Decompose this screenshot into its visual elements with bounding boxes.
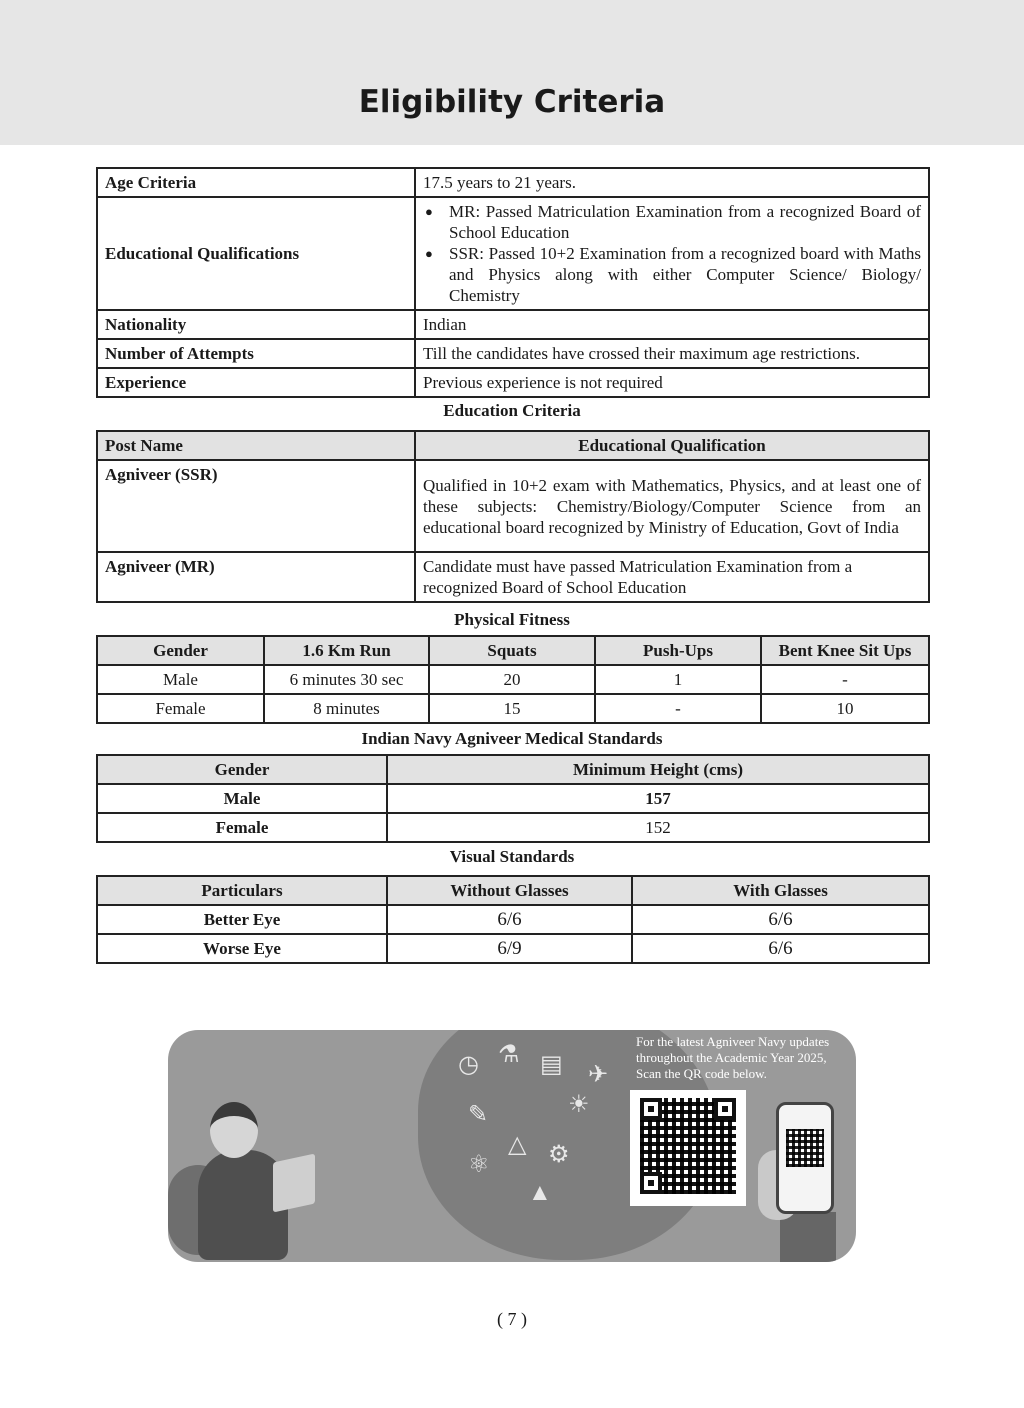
visual-standards-title: Visual Standards bbox=[449, 847, 575, 866]
page-header bbox=[0, 0, 1024, 145]
table-row bbox=[97, 665, 929, 694]
ruler-icon: △ bbox=[508, 1132, 527, 1158]
visual-table bbox=[96, 875, 930, 964]
table-row bbox=[97, 460, 929, 552]
medical-standards-title: Indian Navy Agniveer Medical Standards bbox=[361, 729, 663, 748]
post-name: Agniveer (MR) bbox=[97, 552, 415, 602]
graduation-cap-icon: ▲ bbox=[528, 1180, 552, 1206]
row-label: Educational Qualifications bbox=[97, 197, 415, 310]
row-value bbox=[415, 197, 929, 310]
phone-qr-code bbox=[786, 1129, 824, 1167]
column-header: Bent Knee Sit Ups bbox=[761, 636, 929, 665]
qr-finder bbox=[640, 1098, 662, 1120]
table-cell: 1 bbox=[595, 665, 761, 694]
document-icon: ▤ bbox=[540, 1052, 563, 1078]
qr-code[interactable] bbox=[630, 1090, 746, 1206]
table-cell: Male bbox=[97, 784, 387, 813]
table-cell: 152 bbox=[387, 813, 929, 842]
table-header-row bbox=[97, 431, 929, 460]
medical-table bbox=[96, 754, 930, 843]
column-header: Squats bbox=[429, 636, 595, 665]
table-cell: Male bbox=[97, 665, 264, 694]
table-row bbox=[97, 197, 929, 310]
table-cell: - bbox=[761, 665, 929, 694]
column-header: Minimum Height (cms) bbox=[387, 755, 929, 784]
arm-sleeve bbox=[780, 1212, 836, 1262]
table-row bbox=[97, 310, 929, 339]
table-row bbox=[97, 784, 929, 813]
qr-finder bbox=[714, 1098, 736, 1120]
column-header: 1.6 Km Run bbox=[264, 636, 429, 665]
clock-icon: ◷ bbox=[458, 1052, 479, 1078]
table-cell: 8 minutes bbox=[264, 694, 429, 723]
row-label: Number of Attempts bbox=[97, 339, 415, 368]
table-row bbox=[97, 168, 929, 197]
table-row bbox=[97, 934, 929, 963]
table-row bbox=[97, 552, 929, 602]
column-header: Gender bbox=[97, 755, 387, 784]
table-cell: 157 bbox=[387, 784, 929, 813]
column-header: Gender bbox=[97, 636, 264, 665]
row-value: Previous experience is not required bbox=[415, 368, 929, 397]
table-cell: 20 bbox=[429, 665, 595, 694]
eligibility-table bbox=[96, 167, 930, 398]
table-cell: - bbox=[595, 694, 761, 723]
lightbulb-icon: ☀ bbox=[568, 1092, 590, 1118]
table-header-row bbox=[97, 755, 929, 784]
gear-icon: ⚙ bbox=[548, 1142, 570, 1168]
atom-icon: ⚛ bbox=[468, 1152, 490, 1178]
column-header: Without Glasses bbox=[387, 876, 632, 905]
table-cell: 6/6 bbox=[632, 934, 929, 963]
list-item: ● SSR: Passed 10+2 Examination from a recognized board with Maths and Physics along with either Computer Science/ Biology/ Chemistry bbox=[449, 243, 921, 306]
table-cell: Female bbox=[97, 694, 264, 723]
flask-icon: ⚗ bbox=[498, 1042, 520, 1068]
table-row bbox=[97, 339, 929, 368]
column-header: With Glasses bbox=[632, 876, 929, 905]
table-cell: Female bbox=[97, 813, 387, 842]
physical-fitness-title: Physical Fitness bbox=[454, 610, 570, 629]
fitness-table bbox=[96, 635, 930, 724]
column-header: Particulars bbox=[97, 876, 387, 905]
education-table bbox=[96, 430, 930, 603]
table-row bbox=[97, 813, 929, 842]
table-row bbox=[97, 905, 929, 934]
row-value: Till the candidates have crossed their maximum age restrictions. bbox=[415, 339, 929, 368]
qr-promo-banner bbox=[168, 1030, 856, 1262]
qualification: Qualified in 10+2 exam with Mathematics, Physics, and at least one of these subjects: Chemistry/Biology/Computer Science from an educational board recognized by Ministry of Education, Govt of India bbox=[415, 460, 929, 552]
qualification-list bbox=[423, 201, 921, 306]
table-cell: 6/9 bbox=[387, 934, 632, 963]
page-title: Eligibility Criteria bbox=[358, 84, 666, 120]
education-criteria-title: Education Criteria bbox=[443, 401, 581, 420]
table-cell: 6/6 bbox=[387, 905, 632, 934]
qr-finder bbox=[640, 1172, 662, 1194]
table-cell: 15 bbox=[429, 694, 595, 723]
table-cell: 10 bbox=[761, 694, 929, 723]
paper-plane-icon: ✈ bbox=[588, 1062, 609, 1088]
table-cell: 6/6 bbox=[632, 905, 929, 934]
table-cell: Worse Eye bbox=[97, 934, 387, 963]
phone-icon bbox=[776, 1102, 834, 1214]
table-row bbox=[97, 368, 929, 397]
list-item: ● MR: Passed Matriculation Examination from a recognized Board of School Education bbox=[449, 201, 921, 243]
table-cell: 6 minutes 30 sec bbox=[264, 665, 429, 694]
qualification: Candidate must have passed Matriculation Examination from a recognized Board of School Education bbox=[415, 552, 929, 602]
column-header: Post Name bbox=[97, 431, 415, 460]
row-label: Experience bbox=[97, 368, 415, 397]
table-row bbox=[97, 694, 929, 723]
row-value: Indian bbox=[415, 310, 929, 339]
page-number: ( 7 ) bbox=[497, 1309, 527, 1329]
row-value: 17.5 years to 21 years. bbox=[415, 168, 929, 197]
table-header-row bbox=[97, 876, 929, 905]
table-cell: Better Eye bbox=[97, 905, 387, 934]
post-name: Agniveer (SSR) bbox=[97, 460, 415, 552]
banner-text: For the latest Agniveer Navy updates throughout the Academic Year 2025, Scan the QR code below. bbox=[636, 1034, 830, 1081]
student-head bbox=[210, 1102, 258, 1158]
column-header: Push-Ups bbox=[595, 636, 761, 665]
column-header: Educational Qualification bbox=[415, 431, 929, 460]
row-label: Age Criteria bbox=[97, 168, 415, 197]
row-label: Nationality bbox=[97, 310, 415, 339]
pencil-icon: ✎ bbox=[468, 1102, 489, 1128]
book-icon bbox=[273, 1154, 315, 1213]
table-header-row bbox=[97, 636, 929, 665]
